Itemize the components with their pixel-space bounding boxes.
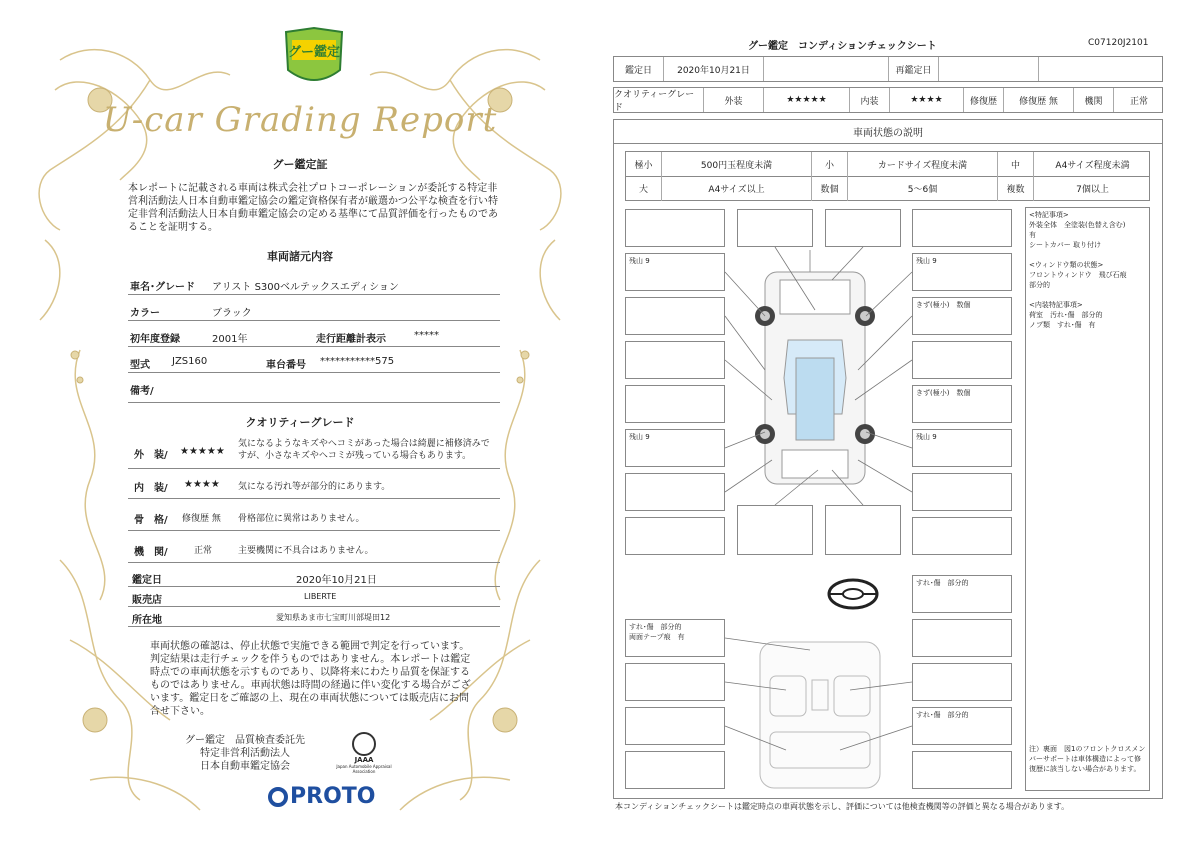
spec-row-name: 車名･グレード アリスト S300ベルテックスエディション — [128, 272, 500, 295]
front-cross-member-note: 注）裏面 図1のフロントクロスメンバーサポートは車体構造によって修復歴に該当しない場合があります。 — [1029, 745, 1146, 773]
condition-box-r12: すれ･傷 部分的 — [912, 707, 1012, 745]
svg-text:グー鑑定: グー鑑定 — [287, 45, 341, 60]
sheet-footer: 本コンディションチェックシートは鑑定時点の車両状態を示し、評価については他検査機関等の評価と異なる場合があります。 — [615, 802, 1070, 811]
certificate-intro: 本レポートに記載される車両は株式会社プロトコーポレーションが委託する特定非営利活動法人日本自動車鑑定協会の鑑定資格保有者が厳選かつ公平な検査を行い特定非営利活動法人日本自動車鑑定協会の定める基準にて品質評価を行ったものであることを証明する。 — [128, 183, 498, 233]
condition-sheet-panel — [600, 0, 1200, 848]
specs-heading: 車両諸元内容 — [267, 250, 333, 263]
certificate-heading: グー鑑定証 — [272, 158, 328, 171]
appraisal-date-row: 鑑定日 2020年10月21日 — [128, 568, 500, 587]
spec-row-year: 初年度登録 2001年 走行距離計表示 ***** — [128, 324, 500, 347]
report-title: U-car Grading Report — [102, 100, 498, 140]
condition-box-l9: すれ･傷 部分的 両面テープ痕 有 — [625, 619, 725, 657]
grade-heading: クオリティーグレード — [245, 416, 355, 429]
grade-row-frame: 骨 格/ 修復歴 無 骨格部位に異常はありません。 — [128, 504, 500, 531]
special-notes-panel: <特記事項> 外装全体 全塗装(色替え含む) 有 シートカバー 取り付け <ウィンドウ類の状態> フロントウィンドウ 飛び石痕 部分的 <内装特記事項> 荷室 汚れ･傷 部分的 ノブ類 すれ･傷 有 注）裏面 図1のフロントクロスメンバーサポートは車体構造によって修復歴に該当しない場合があります。 — [1025, 207, 1150, 791]
state-heading: 車両状態の説明 — [613, 119, 1163, 144]
sheet-code: C07120J2101 — [1088, 38, 1149, 48]
address-row: 所在地 愛知県あま市七宝町川部堤田12 — [128, 608, 500, 627]
appraiser-org: グー鑑定 品質検査委託先 特定非営利活動法人 日本自動車鑑定協会 — [185, 735, 305, 772]
grade-row-engine: 機 関/ 正常 主要機関に不具合はありません。 — [128, 536, 500, 563]
notice-text: 車両状態の確認は、停止状態で実施できる範囲で判定を行っています。判定結果は走行チェックを伴うものではありません。本レポートは鑑定時点での車両状態を示すものであり、以降将来にわたり品質を保証するものではありません。車両状態は時間の経過に伴い変化する場合がございます。鑑定日をご確認の上、現在の車両状態については販売店にお問合せ下さい。 — [150, 641, 471, 717]
grade-row-exterior: 外 装/ ★★★★★ 気になるようなキズやヘコミがあった場合は綺麗に補修済みですが、小さなキズやヘコミが残っている場合もあります。 — [128, 436, 500, 469]
grade-row-interior: 内 装/ ★★★★ 気になる汚れ等が部分的にあります。 — [128, 472, 500, 499]
condition-box-r2: 残山 9 — [912, 253, 1012, 291]
sheet-title: グー鑑定 コンディションチェックシート — [748, 41, 937, 52]
jaaa-logo: JAAA Japan Automobile Appraisal Association — [334, 732, 394, 774]
proto-logo: PROTO — [268, 784, 375, 809]
spec-row-model: 型式 JZS160 車台番号 ***********575 — [128, 350, 500, 373]
size-legend: 極小 500円玉程度未満 小 カードサイズ程度未満 中 A4サイズ程度未満 大 A4サイズ以上 数個 5〜6個 複数 7個以上 — [625, 151, 1150, 201]
condition-box-l6: 残山 9 — [625, 429, 725, 467]
date-row: 鑑定日 2020年10月21日 再鑑定日 — [613, 56, 1163, 82]
quality-row: クオリティーグレード 外装 ★★★★★ 内装 ★★★★ 修復歴 修復歴 無 機関 正常 — [613, 87, 1163, 113]
condition-box-l2: 残山 9 — [625, 253, 725, 291]
condition-box-r3: きず(極小) 数個 — [912, 297, 1012, 335]
condition-box-r6: 残山 9 — [912, 429, 1012, 467]
condition-box-r5: きず(極小) 数個 — [912, 385, 1012, 423]
goo-kantei-shield-logo — [286, 28, 342, 80]
dealer-row: 販売店 LIBERTE — [128, 588, 500, 607]
condition-box-r9: すれ･傷 部分的 — [912, 575, 1012, 613]
spec-row-notes: 備考/ — [128, 376, 500, 403]
spec-row-color: カラー ブラック — [128, 298, 500, 321]
